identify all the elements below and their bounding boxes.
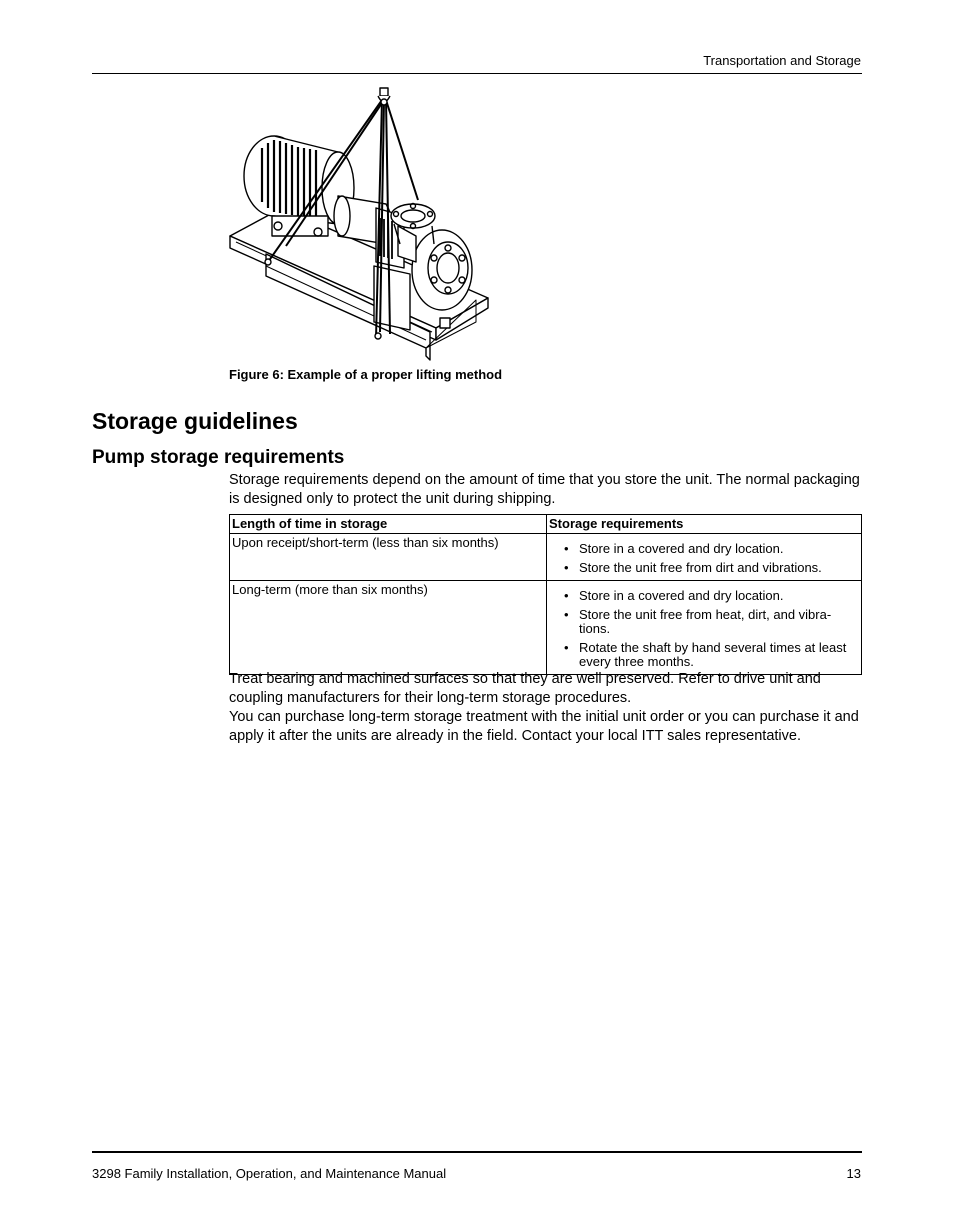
requirement-item: • Store in a covered and dry location. xyxy=(549,542,859,556)
preservation-paragraph: Treat bearing and machined surfaces so that they are well preserved. Refer to drive unit and coupling manufacturers for their long-term storage procedures. xyxy=(229,671,821,706)
running-header: Transportation and Storage xyxy=(703,53,861,68)
figure-caption: Figure 6: Example of a proper lifting method xyxy=(229,367,503,382)
requirement-item: • Store the unit free from dirt and vibrations. xyxy=(549,561,859,575)
intro-paragraph: Storage requirements depend on the amount of time that you store the unit. The normal packaging is designed only to protect the unit during shipping. xyxy=(229,472,860,507)
column-header: Length of time in storage xyxy=(230,515,547,534)
page-number: 13 xyxy=(846,1166,861,1181)
manual-title: 3298 Family Installation, Operation, and Maintenance Manual xyxy=(92,1166,447,1181)
storage-requirements xyxy=(547,534,862,581)
table-row xyxy=(230,534,862,581)
footer-rule xyxy=(92,1151,862,1153)
table-header-row xyxy=(230,515,862,534)
section-heading: Storage guidelines xyxy=(92,408,298,434)
requirement-item: • Store the unit free from heat, dirt, and vibra-tions. xyxy=(549,608,859,636)
requirement-item: • Rotate the shaft by hand several times at least every three months. xyxy=(549,641,859,669)
lifting-method-illustration xyxy=(226,86,492,362)
subsection-heading: Pump storage requirements xyxy=(92,447,345,468)
storage-requirements-table xyxy=(229,514,862,675)
storage-requirements xyxy=(547,581,862,675)
column-header: Storage requirements xyxy=(547,515,862,534)
purchase-paragraph: You can purchase long-term storage treatment with the initial unit order or you can purchase it and apply it after the units are already in the field. Contact your local ITT sales representative. xyxy=(229,709,859,744)
storage-duration: Long-term (more than six months) xyxy=(230,581,547,675)
storage-duration: Upon receipt/short-term (less than six months) xyxy=(230,534,547,581)
header-rule xyxy=(92,73,862,74)
table-row xyxy=(230,581,862,675)
requirement-item: • Store in a covered and dry location. xyxy=(549,589,859,603)
